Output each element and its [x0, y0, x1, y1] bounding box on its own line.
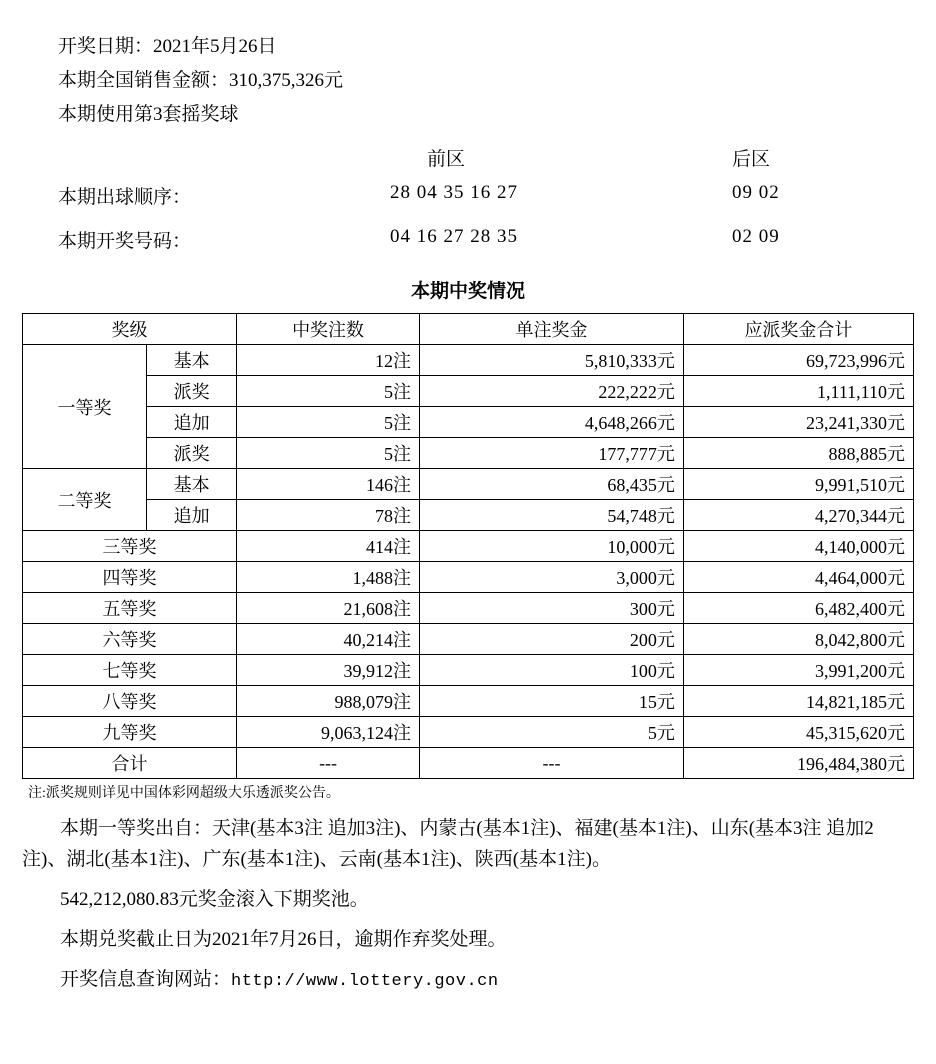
- total-prize: 4,140,000元: [683, 531, 913, 562]
- table-row: [23, 531, 914, 562]
- grade-label: 二等奖: [23, 469, 147, 531]
- query-website-prefix: 开奖信息查询网站：: [60, 969, 232, 990]
- single-prize: 5元: [420, 717, 684, 748]
- single-prize: 3,000元: [420, 562, 684, 593]
- win-count: 5注: [237, 376, 420, 407]
- zone-header-row: [22, 144, 914, 182]
- grade-label: 六等奖: [23, 624, 237, 655]
- single-prize: 10,000元: [420, 531, 684, 562]
- win-count: 78注: [237, 500, 420, 531]
- col-header-count: 中奖注数: [237, 314, 420, 345]
- win-count: 988,079注: [237, 686, 420, 717]
- query-website-url[interactable]: http://www.lottery.gov.cn: [231, 972, 499, 991]
- grade-label: 八等奖: [23, 686, 237, 717]
- win-count: ---: [237, 748, 420, 779]
- sales-amount-line: 本期全国销售金额：310,375,326元: [58, 70, 344, 91]
- front-zone-label: 前区: [427, 149, 466, 170]
- grade-sub-label: 派奖: [147, 438, 237, 469]
- single-prize: 222,222元: [420, 376, 684, 407]
- single-prize: 4,648,266元: [420, 407, 684, 438]
- total-prize: 9,991,510元: [683, 469, 913, 500]
- machine-set-line: 本期使用第3套摇奖球: [58, 104, 239, 125]
- ball-order-front: 28 04 35 16 27: [390, 182, 518, 203]
- table-row: [23, 438, 914, 469]
- single-prize: 5,810,333元: [420, 345, 684, 376]
- table-row: [23, 624, 914, 655]
- winning-numbers-front: 04 16 27 28 35: [390, 226, 518, 247]
- single-prize: 54,748元: [420, 500, 684, 531]
- grade-label: 三等奖: [23, 531, 237, 562]
- grade-label: 五等奖: [23, 593, 237, 624]
- table-row: [23, 562, 914, 593]
- win-count: 414注: [237, 531, 420, 562]
- win-count: 12注: [237, 345, 420, 376]
- query-website-line: [22, 964, 914, 997]
- first-prize-distribution: 本期一等奖出自：天津(基本3注 追加3注)、内蒙古(基本1注)、福建(基本1注)、山东(基本3注 追加2注)、湖北(基本1注)、广东(基本1注)、云南(基本1注)、陕西(基本1注)。: [22, 818, 874, 870]
- total-prize: 888,885元: [683, 438, 913, 469]
- grade-sub-label: 基本: [147, 345, 237, 376]
- single-prize: 68,435元: [420, 469, 684, 500]
- rollover-amount: 542,212,080.83元奖金滚入下期奖池。: [60, 889, 369, 910]
- table-row: [23, 500, 914, 531]
- grade-label: 合计: [23, 748, 237, 779]
- single-prize: 100元: [420, 655, 684, 686]
- table-row-total: [23, 748, 914, 779]
- total-prize: 3,991,200元: [683, 655, 913, 686]
- table-row: [23, 345, 914, 376]
- grade-label: 一等奖: [23, 345, 147, 469]
- winning-numbers-label: 本期开奖号码：: [58, 231, 192, 252]
- total-prize: 45,315,620元: [683, 717, 913, 748]
- win-count: 5注: [237, 438, 420, 469]
- col-header-total: 应派奖金合计: [683, 314, 913, 345]
- total-prize: 14,821,185元: [683, 686, 913, 717]
- grade-sub-label: 追加: [147, 407, 237, 438]
- table-row: [23, 407, 914, 438]
- win-count: 40,214注: [237, 624, 420, 655]
- grade-sub-label: 追加: [147, 500, 237, 531]
- win-count: 39,912注: [237, 655, 420, 686]
- grade-label: 四等奖: [23, 562, 237, 593]
- total-prize: 196,484,380元: [683, 748, 913, 779]
- table-header-row: [23, 314, 914, 345]
- winning-numbers-row: [22, 226, 914, 270]
- total-prize: 8,042,800元: [683, 624, 913, 655]
- single-prize: 200元: [420, 624, 684, 655]
- ball-order-row: [22, 182, 914, 226]
- prize-table-title: 本期中奖情况: [410, 281, 525, 302]
- win-count: 9,063,124注: [237, 717, 420, 748]
- single-prize: 300元: [420, 593, 684, 624]
- total-prize: 4,464,000元: [683, 562, 913, 593]
- table-row: [23, 655, 914, 686]
- total-prize: 69,723,996元: [683, 345, 913, 376]
- table-row: [23, 593, 914, 624]
- grade-sub-label: 基本: [147, 469, 237, 500]
- back-zone-label: 后区: [732, 149, 771, 170]
- win-count: 146注: [237, 469, 420, 500]
- col-header-single: 单注奖金: [420, 314, 684, 345]
- single-prize: 177,777元: [420, 438, 684, 469]
- col-header-grade: 奖级: [23, 314, 237, 345]
- win-count: 1,488注: [237, 562, 420, 593]
- total-prize: 4,270,344元: [683, 500, 913, 531]
- total-prize: 1,111,110元: [683, 376, 913, 407]
- winning-numbers-back: 02 09: [732, 226, 780, 247]
- table-row: [23, 469, 914, 500]
- ball-order-label: 本期出球顺序：: [58, 187, 192, 208]
- grade-sub-label: 派奖: [147, 376, 237, 407]
- table-row: [23, 376, 914, 407]
- single-prize: ---: [420, 748, 684, 779]
- single-prize: 15元: [420, 686, 684, 717]
- total-prize: 6,482,400元: [683, 593, 913, 624]
- total-prize: 23,241,330元: [683, 407, 913, 438]
- table-row: [23, 717, 914, 748]
- win-count: 21,608注: [237, 593, 420, 624]
- win-count: 5注: [237, 407, 420, 438]
- grade-label: 九等奖: [23, 717, 237, 748]
- ball-order-back: 09 02: [732, 182, 780, 203]
- table-footnote: 注:派奖规则详见中国体彩网超级大乐透派奖公告。: [28, 786, 340, 801]
- claim-deadline: 本期兑奖截止日为2021年7月26日，逾期作弃奖处理。: [60, 929, 507, 950]
- grade-label: 七等奖: [23, 655, 237, 686]
- prize-table: [22, 313, 914, 779]
- table-row: [23, 686, 914, 717]
- draw-date-line: 开奖日期：2021年5月26日: [58, 36, 277, 57]
